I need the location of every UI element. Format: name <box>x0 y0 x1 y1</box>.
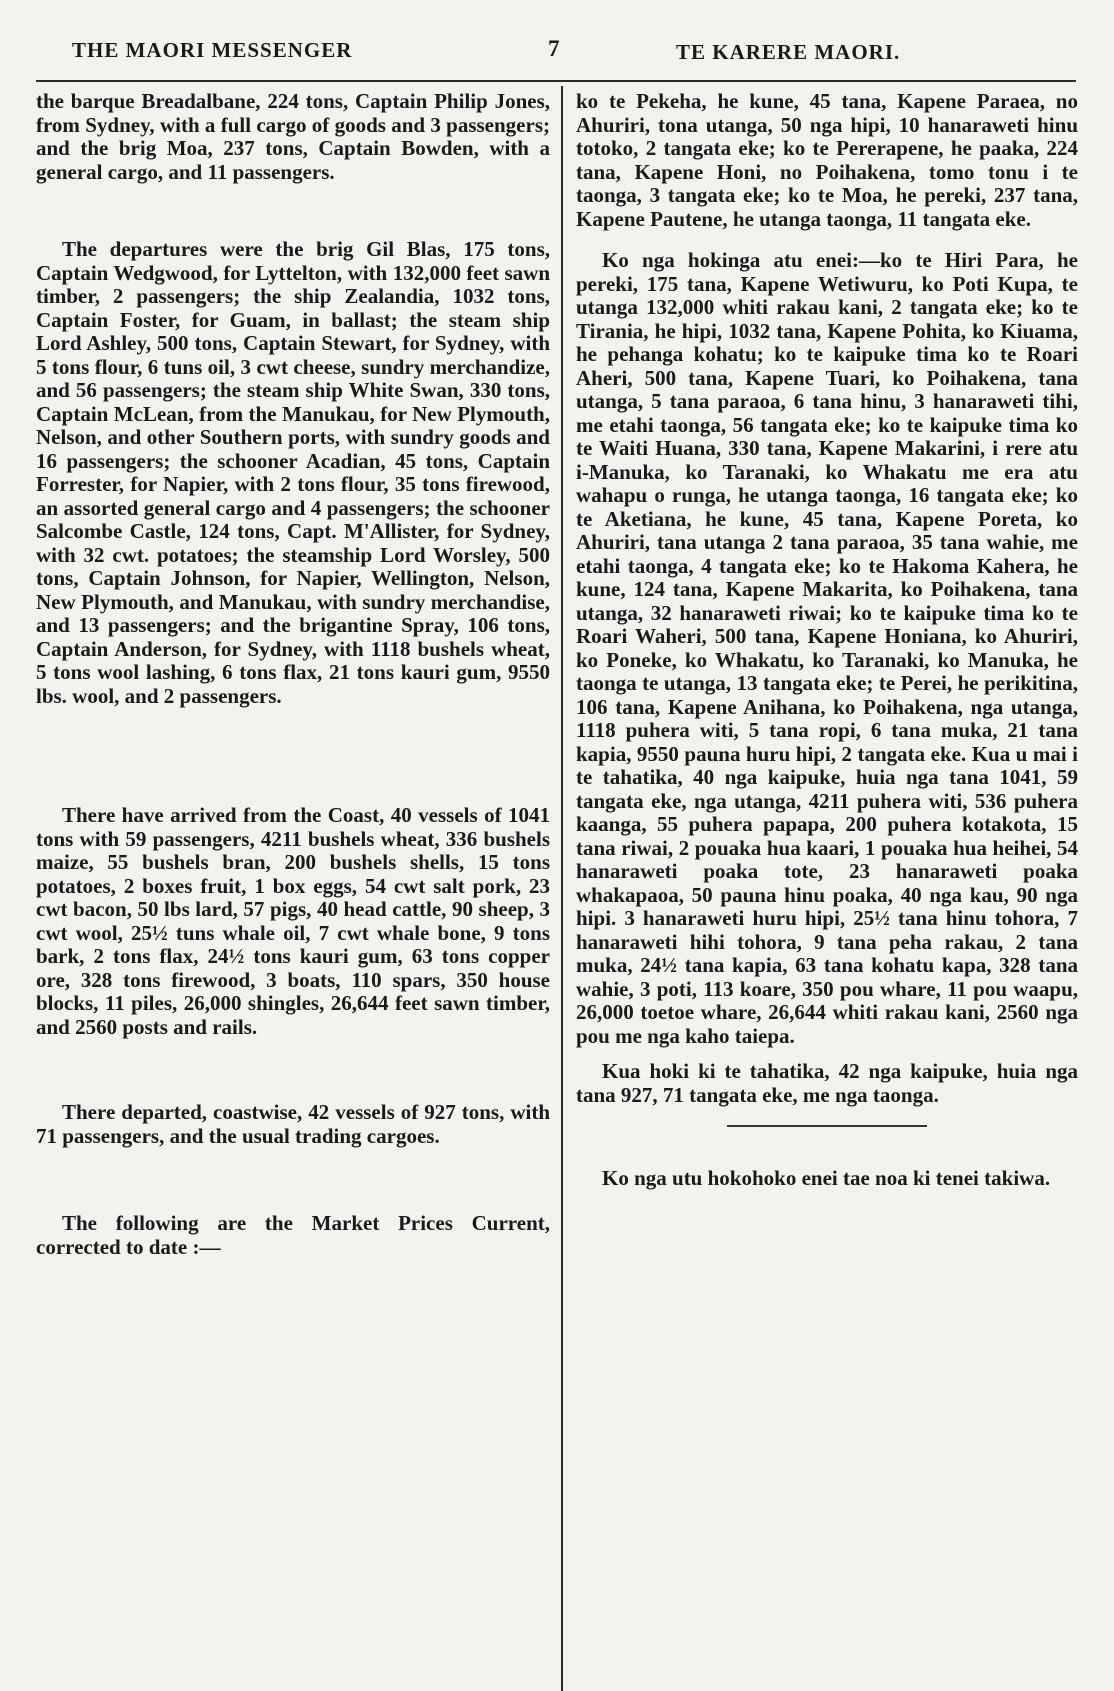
maori-column <box>576 90 1078 1191</box>
english-arrivals-paragraph: the barque Breadalbane, 224 tons, Captain Philip Jones, from Sydney, with a full cargo of goods and 3 passengers; and the brig Moa, 237 tons, Captain Bowden, with a general cargo, and 11 passengers. <box>36 89 550 184</box>
page-header <box>0 30 1114 74</box>
english-coastal-departures-paragraph: There departed, coastwise, 42 vessels of 927 tons, with 71 passengers, and the usual trading cargoes. <box>36 1100 550 1148</box>
english-market-prices-paragraph: The following are the Market Prices Current, corrected to date :— <box>36 1211 550 1259</box>
english-coastal-arrivals-paragraph: There have arrived from the Coast, 40 vessels of 1041 tons with 59 passengers, 4211 bushels wheat, 336 bushels maize, 55 bushels bran, 200 bushels shells, 15 tons potatoes, 2 boxes fruit, 1 box eggs, 54 cwt salt pork, 23 cwt bacon, 50 lbs lard, 57 pigs, 40 head cattle, 90 sheep, 3 cwt wool, 25½ tuns whale oil, 7 cwt whale bone, 9 tons bark, 2 tons flax, 24½ tons kauri gum, 63 tons copper ore, 328 tons firewood, 3 boats, 110 spars, 350 house blocks, 11 piles, 26,000 shingles, 26,644 feet sawn timber, and 2560 posts and rails. <box>36 803 550 1039</box>
maori-market-prices-paragraph: Ko nga utu hokohoko enei tae noa ki tenei takiwa. <box>602 1166 1051 1190</box>
column-divider <box>561 86 563 1691</box>
maori-masthead: TE KARERE MAORI. <box>676 40 901 64</box>
page-number: 7 <box>548 36 561 61</box>
english-column <box>36 90 550 1259</box>
maori-arrivals-paragraph: ko te Pekeha, he kune, 45 tana, Kapene Paraea, no Ahuriri, tona utanga, 50 nga hipi, 10 hanaraweti hinu totoko, 2 tangata eke; ko te Pererapene, he paaka, 224 tana, Kapene Honi, no Poihakena, tomo tonu i te taonga, 3 tangata eke; ko te Moa, he pereki, 237 tana, Kapene Pautene, he utanga taonga, 11 tangata eke. <box>576 89 1078 231</box>
section-divider <box>727 1125 927 1127</box>
maori-coastal-departures-paragraph: Kua hoki ki te tahatika, 42 nga kaipuke, huia nga tana 927, 71 tangata eke, me nga taonga. <box>576 1059 1078 1107</box>
english-departures-paragraph: The departures were the brig Gil Blas, 175 tons, Captain Wedgwood, for Lyttelton, with 132,000 feet sawn timber, 2 passengers; the ship Zealandia, 1032 tons, Captain Foster, for Guam, in ballast; the steam ship Lord Ashley, 500 tons, Captain Stewart, for Sydney, with 5 tons flour, 6 tuns oil, 3 cwt cheese, sundry merchandize, and 56 passengers; the steam ship White Swan, 330 tons, Captain McLean, from the Manukau, for New Plymouth, Nelson, and other Southern ports, with sundry goods and 16 passengers; the schooner Acadian, 45 tons, Captain Forrester, for Napier, with 2 tons flour, 35 tons firewood, an assorted general cargo and 4 passengers; the schooner Salcombe Castle, 124 tons, Capt. M'Allister, for Sydney, with 32 cwt. potatoes; the steamship Lord Worsley, 500 tons, Captain Johnson, for Napier, Wellington, Nelson, New Plymouth, and Manukau, with sundry merchandise, and 13 passengers; and the brigantine Spray, 106 tons, Captain Anderson, for Sydney, with 1118 bushels wheat, 5 tons wool lashing, 6 tons flax, 21 tons kauri gum, 9550 lbs. wool, and 2 passengers. <box>36 237 550 708</box>
maori-departures-paragraph: Ko nga hokinga atu enei:—ko te Hiri Para, he pereki, 175 tana, Kapene Wetiwuru, ko Poti Kupa, te utanga 132,000 whiti rakau kani, 2 tangata eke; ko te Tirania, he hipi, 1032 tana, Kapene Pohita, ko Kiuama, he pehanga kohatu; ko te kaipuke tima ko te Roari Aheri, 500 tana, Kapene Tuari, ko Poihakena, tana utanga, 5 tana paraoa, 6 tana hinu, 3 hanaraweti tihi, me etahi taonga, 56 tangata eke; ko te kaipuke tima ko te Waiti Huana, 330 tana, Kapene Makarini, i rere atu i-Manuka, ko Taranaki, ko Whakatu me era atu wahapu o runga, he utanga taonga, 16 tangata eke; ko te Aketiana, he kune, 45 tana, Kapene Poreta, ko Ahuriri, tana utanga 2 tana paraoa, 35 tana wahie, me etahi taonga, 4 tangata eke; ko te Hakoma Kahera, he kune, 124 tana, Kapene Makarita, ko Poihakena, tana utanga, 32 hanaraweti riwai; ko te kaipuke tima ko te Roari Waheri, 500 tana, Kapene Honiana, ko Ahuriri, ko Poneke, ko Whakatu, ko Taranaki, ko Manuka, he taonga te utanga, 13 tangata eke; te Perei, he perikitina, 106 tana, Kapene Anihana, ko Poihakena, nga utanga, 1118 puhera witi, 5 tana ropi, 6 tana muka, 21 tana kapia, 9550 pauna huru hipi, 2 tangata eke. Kua u mai i te tahatika, 40 nga kaipuke, huia nga tana 1041, 59 tangata eke, nga utanga, 4211 puhera witi, 536 puhera kaanga, 55 puhera papapa, 200 puhera kotakota, 15 tana riwai, 2 pouaka hua kaari, 1 pouaka hua heihei, 54 hanaraweti poaka tote, 23 hanaraweti poaka whakapaoa, 50 pauna hinu poaka, 40 nga kau, 90 nga hipi. 3 hanaraweti huru hipi, 25½ tana hinu tohora, 7 hanaraweti hihi tohora, 9 tana peha rakau, 2 tana muka, 24½ tana kapia, 63 tana kohatu kapa, 328 tana wahie, 3 poti, 113 koare, 350 pou whare, 11 pou waapu, 26,000 toetoe whare, 26,644 whiti rakau kani, 2560 nga pou me nga kaho taiepa. <box>576 248 1078 1048</box>
english-masthead: THE MAORI MESSENGER <box>72 38 353 62</box>
header-rule <box>36 80 1076 82</box>
